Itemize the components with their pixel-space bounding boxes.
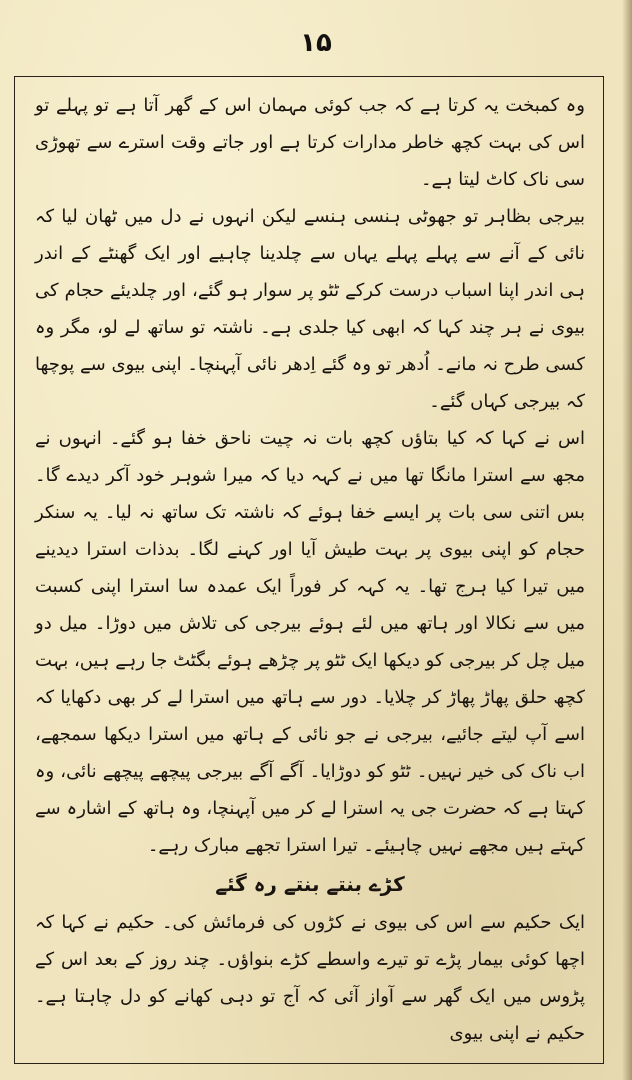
paragraph-1: وہ کمبخت یہ کرتا ہے کہ جب کوئی مہمان اس کے گھر آتا ہے تو پہلے تو اس کی بہت کچھ خاطر مدارات کرتا ہے اور جاتے وقت استرے سے تھوڑی سی ناک کاٹ لیتا ہے۔ xyxy=(35,95,585,190)
section-heading: کڑے بنتے بنتے رہ گئے xyxy=(215,872,405,896)
page-content xyxy=(35,87,585,1047)
paragraph-3: اس نے کہا کہ کیا بتاؤں کچھ بات نہ چیت ناحق خفا ہو گئے۔ انہوں نے مجھ سے استرا مانگا تھا میں نے کہہ دیا کہ میرا شوہر خود آکر دیدے گا۔ بس اتنی سی بات پر ایسے خفا ہوئے کہ ناشتہ تک ساتھ نہ لیا۔ یہ سنکر حجام کو اپنی بیوی پر بہت طیش آیا اور کہنے لگا۔ بدذات استرا دیدینے میں تیرا کیا ہرج تھا۔ یہ کہہ کر فوراً ایک عمدہ سا استرا اپنی کسبت میں سے نکالا اور ہاتھ میں لئے ہوئے بیرجی کی تلاش میں دوڑا۔ میل دو میل چل کر بیرجی کو دیکھا ایک ٹٹو پر چڑھے ہوئے بگٹٹ جا رہے ہیں، بہت کچھ حلق پھاڑ پھاڑ کر چلایا۔ دور سے ہاتھ میں استرا لے کر بھی دکھایا کہ اسے آپ لیتے جائیے، بیرجی نے جو نائی کے ہاتھ میں استرا دیکھا سمجھے، اب ناک کی خیر نہیں۔ ٹٹو کو دوڑایا۔ آگے آگے بیرجی پیچھے پیچھے نائی، وہ کہتا ہے کہ حضرت جی یہ استرا لے کر میں آپہنچا، وہ ہاتھ کے اشارہ سے کہتے ہیں مجھے نہیں چاہیئے۔ تیرا استرا تجھے مبارک رہے۔ xyxy=(35,428,585,856)
page-edge-shadow xyxy=(622,0,632,1080)
page-number: ۱۵ xyxy=(300,28,332,58)
text-frame xyxy=(14,76,604,1064)
paragraph-4: ایک حکیم سے اس کی بیوی نے کڑوں کی فرمائش کی۔ حکیم نے کہا کہ اچھا کوئی بیمار پڑے تو تیرے واسطے کڑے بنواؤں۔ چند روز کے بعد اس کے پڑوس میں ایک گھر سے آواز آئی کہ آج تو دہی کھانے کو دل چاہتا ہے۔ حکیم نے اپنی بیوی xyxy=(35,912,585,1044)
paragraph-2: بیرجی بظاہر تو جھوٹی ہنسی ہنسے لیکن انہوں نے دل میں ٹھان لیا کہ نائی کے آنے سے پہلے پہلے یہاں سے چلدینا چاہیے اور ایک گھنٹے کے اندر ہی اندر اپنا اسباب درست کرکے ٹٹو پر سوار ہو گئے، اور چلدیئے حجام کی بیوی نے ہر چند کہا کہ ابھی کیا جلدی ہے۔ ناشتہ تو ساتھ لے لو، مگر وہ کسی طرح نہ مانے۔ اُدھر تو وہ گئے اِدھر نائی آپہنچا۔ اپنی بیوی سے پوچھا کہ بیرجی کہاں گئے۔ xyxy=(35,206,585,412)
